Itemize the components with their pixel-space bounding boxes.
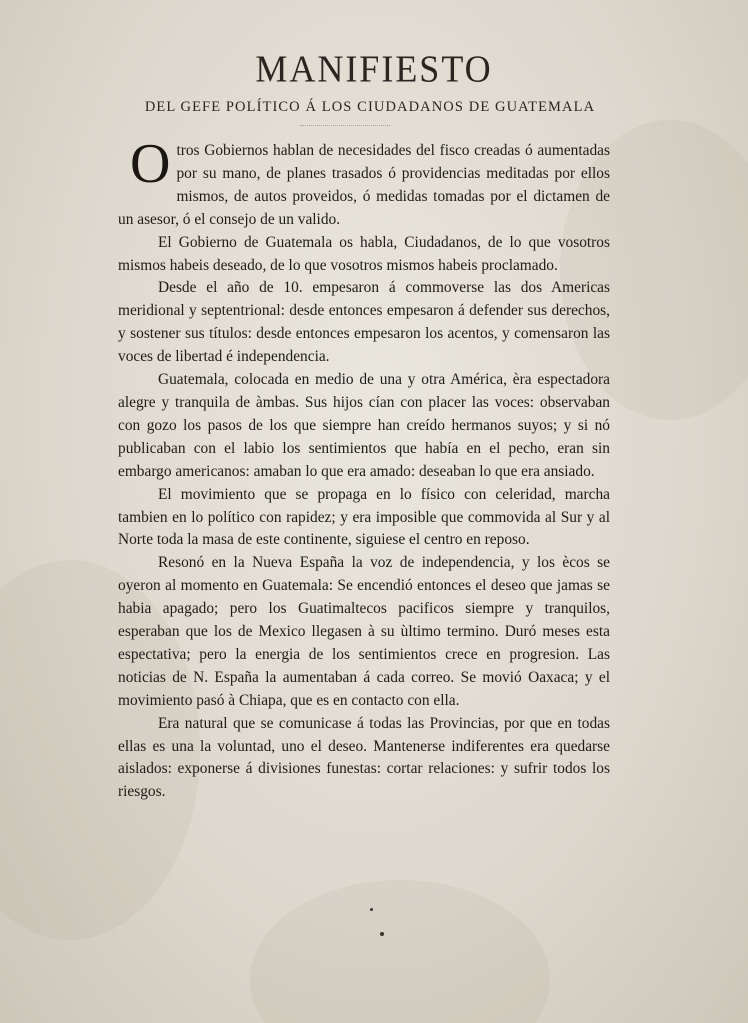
- drop-cap: O: [130, 133, 171, 195]
- paragraph: Era natural que se comunicase á todas las Provincias, por que en todas ellas es una la voluntad, uno el deseo. Mantenerse indiferentes era quedarse aislados: exponerse á divisiones funestas: cortar relaciones: y sufrir todos los riesgos.: [118, 714, 610, 801]
- paragraph: Desde el año de 10. empesaron á commoverse las dos Americas meridional y septentrional: desde entonces empesaron á defender sus derechos, y sostener sus títulos: desde entonces empesaron los acentos, y comensaron las voces de libertad é independencia.: [118, 279, 610, 366]
- paragraph: El movimiento que se propaga en lo físico con celeridad, marcha tambien en lo político con rapidez; y era imposible que commovida al Sur y al Norte toda la masa de este continente, siguiese el centro en reposo.: [118, 485, 610, 549]
- document-body: [118, 133, 610, 804]
- paragraph: Resonó en la Nueva España la voz de independencia, y los ècos se oyeron al momento en Guatemala: Se encendió entonces el deseo que jamas se habia apagado; pero los Guatimaltecos pacificos siempre y tranquilos, esperaban que los de Mexico llegasen à su ùltimo termino. Duró meses esta espectativa; pero la energia de los sentimientos crece en progresion. Las noticias de N. España la aumentaban á cada correo. Se movió Oaxaca; y el movimiento pasó à Chiapa, que es en contacto con ella.: [118, 554, 610, 709]
- document-title: MANIFIESTO: [255, 48, 493, 90]
- paragraph: [118, 133, 610, 232]
- subtitle-rule: [300, 125, 390, 126]
- paragraph-text: tros Gobiernos hablan de necesidades del fisco creadas ó aumentadas por su mano, de planes trasados ó providencias meditadas por ellos mismos, de autos proveidos, ó medidas tomadas por el dictamen de un asesor, ó el consejo de un valido.: [118, 142, 610, 228]
- ink-speck: [370, 908, 373, 911]
- paper-stain: [250, 880, 550, 1023]
- document-subtitle: DEL GEFE POLÍTICO Á LOS CIUDADANOS DE GUATEMALA: [144, 99, 596, 115]
- paragraph: El Gobierno de Guatemala os habla, Ciudadanos, de lo que vosotros mismos habeis deseado, de lo que vosotros mismos habeis proclamado.: [118, 233, 610, 274]
- ink-speck: [380, 932, 384, 936]
- paragraph: Guatemala, colocada en medio de una y otra América, èra espectadora alegre y tranquila de àmbas. Sus hijos cían con placer las voces: observaban con gozo los pasos de los que siempre han creído hermanos suyos; y si nó publicaban con el labio los sentimientos que había en el pecho, eran sin embargo americanos: amaban lo que era amado: deseaban lo que era ansiado.: [118, 371, 610, 480]
